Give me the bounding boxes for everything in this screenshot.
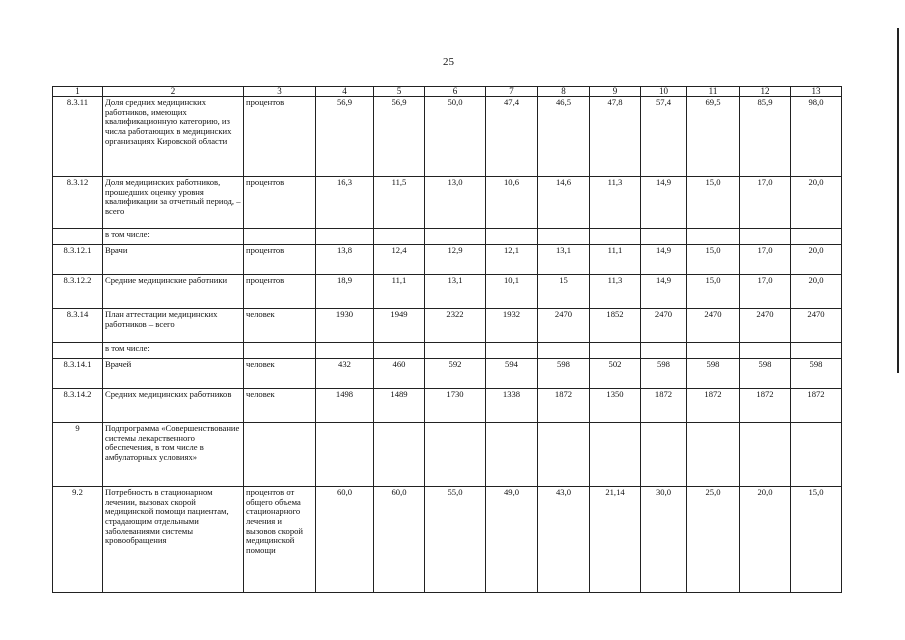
value-cell: 20,0 — [740, 487, 791, 593]
value-cell: 1489 — [374, 389, 425, 423]
value-cell: 2470 — [791, 309, 842, 343]
row-name: План аттестации медицинских работников – всего — [103, 309, 244, 343]
value-cell: 56,9 — [316, 97, 374, 177]
value-cell: 15,0 — [687, 177, 740, 229]
row-unit — [244, 423, 316, 487]
value-cell: 2470 — [687, 309, 740, 343]
value-cell: 598 — [538, 359, 590, 389]
value-cell: 598 — [687, 359, 740, 389]
row-unit — [244, 229, 316, 245]
value-cell: 2322 — [425, 309, 486, 343]
value-cell — [791, 343, 842, 359]
value-cell — [486, 229, 538, 245]
value-cell: 2470 — [641, 309, 687, 343]
value-cell: 1350 — [590, 389, 641, 423]
value-cell: 15,0 — [687, 245, 740, 275]
row-code — [53, 343, 103, 359]
header-cell: 8 — [538, 87, 590, 97]
value-cell: 11,1 — [374, 275, 425, 309]
value-cell — [590, 229, 641, 245]
value-cell — [641, 423, 687, 487]
row-code: 8.3.14.1 — [53, 359, 103, 389]
value-cell — [425, 229, 486, 245]
value-cell: 16,3 — [316, 177, 374, 229]
value-cell: 1949 — [374, 309, 425, 343]
value-cell: 46,5 — [538, 97, 590, 177]
row-code: 8.3.11 — [53, 97, 103, 177]
value-cell: 502 — [590, 359, 641, 389]
margin-bar — [897, 28, 899, 373]
table-row — [53, 229, 842, 245]
value-cell: 20,0 — [791, 275, 842, 309]
value-cell — [374, 343, 425, 359]
row-name: Подпрограмма «Совершенствование системы лекарственного обеспечения, в том числе в амбулаторных условиях» — [103, 423, 244, 487]
row-unit: человек — [244, 309, 316, 343]
value-cell — [740, 343, 791, 359]
value-cell — [687, 343, 740, 359]
value-cell: 47,4 — [486, 97, 538, 177]
table-row — [53, 275, 842, 309]
row-name: Потребность в стационарном лечении, вызовах скорой медицинской помощи пациентам, страдающим отдельными заболеваниями системы кровообращения — [103, 487, 244, 593]
value-cell — [374, 229, 425, 245]
value-cell: 1872 — [740, 389, 791, 423]
value-cell: 14,9 — [641, 177, 687, 229]
value-cell: 1932 — [486, 309, 538, 343]
value-cell: 460 — [374, 359, 425, 389]
value-cell: 13,1 — [425, 275, 486, 309]
value-cell: 56,9 — [374, 97, 425, 177]
value-cell — [687, 229, 740, 245]
row-code: 8.3.12.1 — [53, 245, 103, 275]
value-cell: 21,14 — [590, 487, 641, 593]
value-cell: 47,8 — [590, 97, 641, 177]
value-cell: 15,0 — [791, 487, 842, 593]
header-cell: 12 — [740, 87, 791, 97]
value-cell: 10,6 — [486, 177, 538, 229]
row-name: Доля средних медицинских работников, имеющих квалификационную категорию, из числа работающих в медицинских организациях Кировской области — [103, 97, 244, 177]
row-code: 8.3.14 — [53, 309, 103, 343]
value-cell — [791, 423, 842, 487]
row-unit: процентов — [244, 177, 316, 229]
header-cell: 2 — [103, 87, 244, 97]
value-cell: 594 — [486, 359, 538, 389]
row-unit: процентов — [244, 97, 316, 177]
row-name: Врачей — [103, 359, 244, 389]
value-cell: 11,5 — [374, 177, 425, 229]
value-cell: 13,1 — [538, 245, 590, 275]
value-cell: 43,0 — [538, 487, 590, 593]
value-cell — [425, 423, 486, 487]
value-cell: 17,0 — [740, 177, 791, 229]
value-cell: 1338 — [486, 389, 538, 423]
table-row — [53, 389, 842, 423]
value-cell — [538, 343, 590, 359]
header-cell: 7 — [486, 87, 538, 97]
value-cell: 20,0 — [791, 177, 842, 229]
value-cell: 11,3 — [590, 177, 641, 229]
value-cell: 592 — [425, 359, 486, 389]
page-number: 25 — [443, 56, 454, 68]
value-cell — [641, 343, 687, 359]
header-cell: 11 — [687, 87, 740, 97]
row-name: Средние медицинские работники — [103, 275, 244, 309]
header-cell: 9 — [590, 87, 641, 97]
value-cell: 598 — [641, 359, 687, 389]
value-cell: 60,0 — [374, 487, 425, 593]
value-cell: 598 — [740, 359, 791, 389]
value-cell: 598 — [791, 359, 842, 389]
value-cell: 1872 — [538, 389, 590, 423]
value-cell — [316, 423, 374, 487]
table-row — [53, 245, 842, 275]
value-cell: 2470 — [538, 309, 590, 343]
value-cell: 12,4 — [374, 245, 425, 275]
value-cell: 17,0 — [740, 275, 791, 309]
value-cell: 432 — [316, 359, 374, 389]
table-row — [53, 97, 842, 177]
value-cell — [740, 229, 791, 245]
table-row — [53, 309, 842, 343]
value-cell: 1872 — [687, 389, 740, 423]
value-cell: 11,1 — [590, 245, 641, 275]
row-code: 9 — [53, 423, 103, 487]
row-unit: человек — [244, 389, 316, 423]
value-cell — [740, 423, 791, 487]
value-cell: 1730 — [425, 389, 486, 423]
value-cell: 18,9 — [316, 275, 374, 309]
value-cell — [538, 423, 590, 487]
header-cell: 4 — [316, 87, 374, 97]
value-cell — [374, 423, 425, 487]
header-row — [53, 87, 842, 97]
header-cell: 10 — [641, 87, 687, 97]
value-cell: 13,0 — [425, 177, 486, 229]
value-cell: 14,9 — [641, 275, 687, 309]
header-cell: 1 — [53, 87, 103, 97]
value-cell: 1852 — [590, 309, 641, 343]
value-cell: 12,9 — [425, 245, 486, 275]
value-cell: 98,0 — [791, 97, 842, 177]
row-name: в том числе: — [103, 343, 244, 359]
value-cell: 14,9 — [641, 245, 687, 275]
value-cell: 17,0 — [740, 245, 791, 275]
value-cell: 12,1 — [486, 245, 538, 275]
row-code: 8.3.14.2 — [53, 389, 103, 423]
value-cell: 14,6 — [538, 177, 590, 229]
header-cell: 3 — [244, 87, 316, 97]
row-name: Средних медицинских работников — [103, 389, 244, 423]
header-cell: 5 — [374, 87, 425, 97]
table-row — [53, 343, 842, 359]
table-row — [53, 423, 842, 487]
row-unit: процентов от общего объема стационарного лечения и вызовов скорой медицинской помощи — [244, 487, 316, 593]
value-cell — [316, 343, 374, 359]
row-unit: процентов — [244, 245, 316, 275]
value-cell: 69,5 — [687, 97, 740, 177]
value-cell: 1930 — [316, 309, 374, 343]
value-cell: 85,9 — [740, 97, 791, 177]
value-cell — [425, 343, 486, 359]
value-cell — [538, 229, 590, 245]
table-row — [53, 359, 842, 389]
value-cell: 60,0 — [316, 487, 374, 593]
value-cell: 11,3 — [590, 275, 641, 309]
value-cell — [687, 423, 740, 487]
value-cell — [791, 229, 842, 245]
value-cell: 1498 — [316, 389, 374, 423]
header-cell: 6 — [425, 87, 486, 97]
value-cell: 15 — [538, 275, 590, 309]
value-cell: 2470 — [740, 309, 791, 343]
row-code: 8.3.12 — [53, 177, 103, 229]
value-cell — [486, 423, 538, 487]
value-cell — [486, 343, 538, 359]
indicator-table — [52, 86, 842, 593]
row-unit — [244, 343, 316, 359]
row-name: Доля медицинских работников, прошедших оценку уровня квалификации за отчетный период, – всего — [103, 177, 244, 229]
value-cell — [590, 423, 641, 487]
row-code — [53, 229, 103, 245]
value-cell: 49,0 — [486, 487, 538, 593]
value-cell — [590, 343, 641, 359]
value-cell: 1872 — [791, 389, 842, 423]
value-cell: 1872 — [641, 389, 687, 423]
table-row — [53, 487, 842, 593]
value-cell — [316, 229, 374, 245]
value-cell: 25,0 — [687, 487, 740, 593]
table-row — [53, 177, 842, 229]
row-code: 9.2 — [53, 487, 103, 593]
value-cell: 10,1 — [486, 275, 538, 309]
value-cell: 55,0 — [425, 487, 486, 593]
row-unit: процентов — [244, 275, 316, 309]
header-cell: 13 — [791, 87, 842, 97]
value-cell: 20,0 — [791, 245, 842, 275]
value-cell — [641, 229, 687, 245]
row-code: 8.3.12.2 — [53, 275, 103, 309]
row-name: Врачи — [103, 245, 244, 275]
value-cell: 15,0 — [687, 275, 740, 309]
row-unit: человек — [244, 359, 316, 389]
value-cell: 30,0 — [641, 487, 687, 593]
value-cell: 57,4 — [641, 97, 687, 177]
row-name: в том числе: — [103, 229, 244, 245]
value-cell: 13,8 — [316, 245, 374, 275]
value-cell: 50,0 — [425, 97, 486, 177]
